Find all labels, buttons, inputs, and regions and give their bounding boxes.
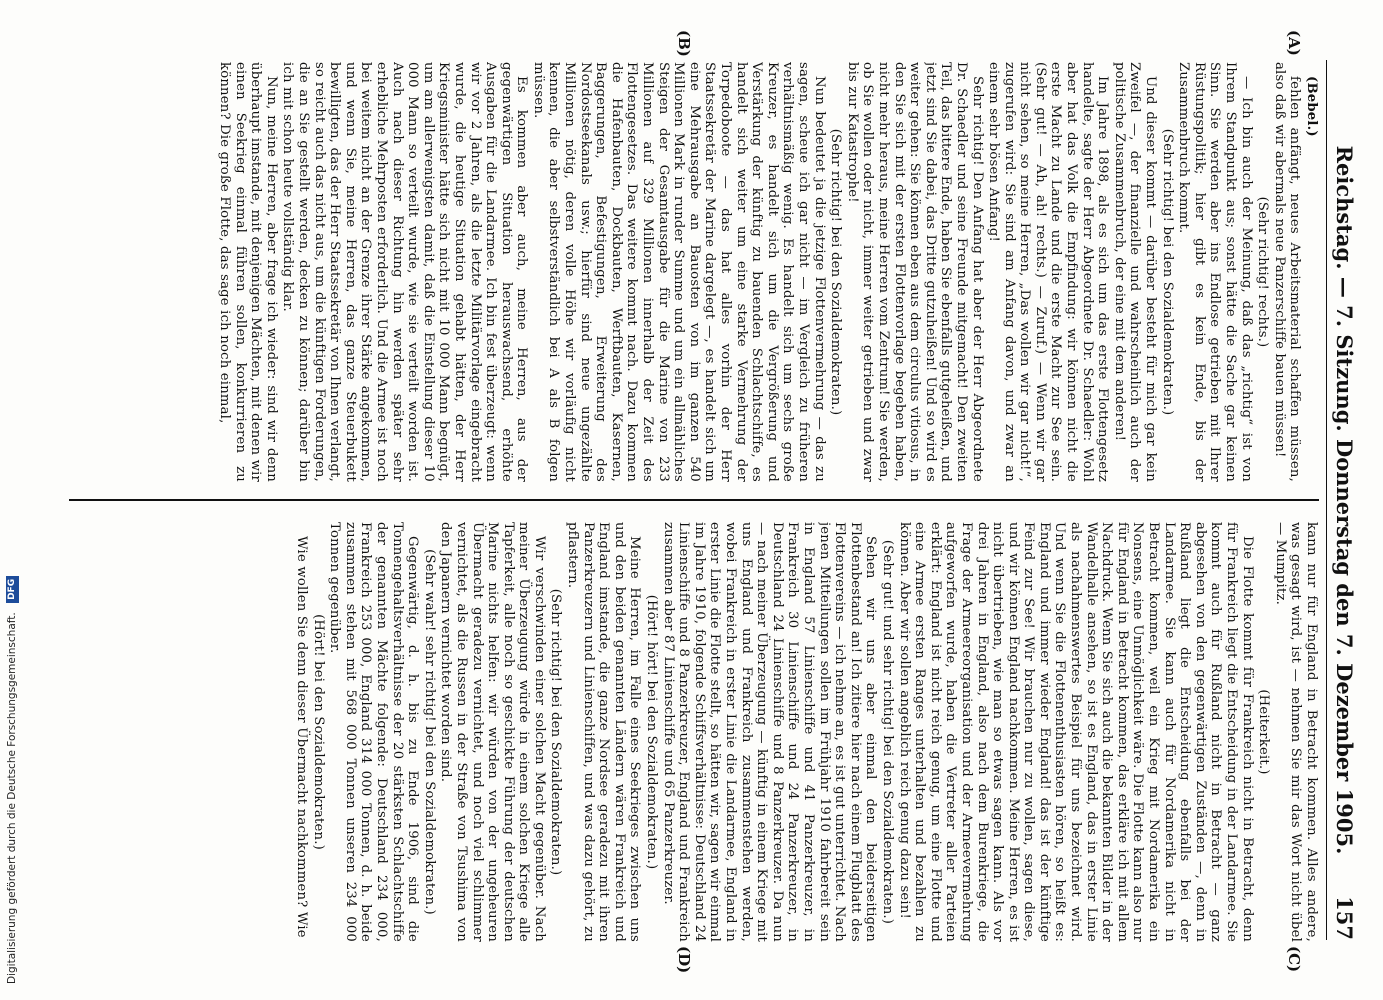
paragraph: Und dieser kommt — darüber besteht für mich gar kein Zweifel —, der finanzielle und wahrscheinlich auch der politische Zusammenbruch, der eine mit dem anderen!	[1111, 62, 1159, 482]
paragraph: Es kommen aber auch, meine Herren, aus der gegenwärtigen Situation herauswachsend, erhöhte Ausgaben für die Landarmee. Ich bin fest überzeugt: wenn wir vor 2 Jahren, als die letzte Militärvorlage eingebracht wurde, die heutige Situation gehabt hätten, der Herr Kriegsminister hätte sich nicht mit 10 000 Mann begnügt, um am allerwenigsten damit, daß die Einstellung dieser 10 000 Mann so verteilt wurde, wie sie verteilt worden ist. Auch nach dieser Richtung hin werden später sehr erhebliche Mehrposten erforderlich. Und die Armee ist noch bei weitem nicht an der Grenze ihrer Stärke angekommen, und wenn Sie, meine Herren, das ganze Steuerbukett bewilligten, das der Herr Staatssekretär von Ihnen verlangt, so reicht auch das nicht aus, um die künftigen Forderungen, die an Sie gestellt werden, decken zu können; darüber bin ich mit schon heute vollständig klar.	[280, 62, 530, 482]
paragraph: fehlen anfängt, neues Arbeitsmaterial schaffen müssen, also daß wir abermals neue Panzerschiffe bauen müssen!	[1271, 62, 1303, 482]
interjection: (Heiterkeit.)	[1256, 689, 1272, 775]
column-divider	[69, 499, 1319, 501]
dfg-logo: DFG	[6, 576, 19, 603]
interjection: (Hört! hört! bei den Sozialdemokraten.)	[644, 594, 660, 870]
digitization-credit	[0, 0, 24, 1000]
paragraph: Nun, meine Herren, aber frage ich wieder: sind wir denn überhaupt imstande, mit denjenigen Mächten, mit denen wir einen Seekrieg einmal führen sollen, konkurrieren zu können? Die große Flotte, das sage ich noch einmal,	[217, 62, 279, 482]
left-column	[59, 62, 1319, 482]
paragraph: Gegenwärtig, d. h. bis zu Ende 1906, sind die Tonnengehaltsverhältnisse der 20 stärksten Schlachtschiffe der genannten Mächte folgende: Deutschland 234 000, Frankreich 253 000, England 314 000 Tonnen, d. h. beide zusammen stehen mit 568 000 Tonnen unseren 234 000 Tonnen gegenüber.	[327, 522, 421, 942]
margin-marker-a: (A)	[1285, 30, 1303, 56]
interjection: (Sehr richtig! bei den Sozialdemokraten.)	[828, 128, 844, 416]
interjection: (Hört! bei den Sozialdemokraten.)	[310, 614, 326, 850]
right-column	[59, 522, 1319, 942]
interjection: (Sehr richtig! rechts.)	[1255, 196, 1271, 348]
paragraph: Wie wollen Sie denn dieser Übermacht nachkommen? Wie	[294, 536, 309, 938]
page-header	[1326, 60, 1361, 940]
margin-marker-d: (D)	[675, 946, 693, 974]
speaker-name: (Bebel.)	[1304, 76, 1319, 137]
paragraph: Im Jahre 1898, als es sich um das erste Flottengesetz handelte, sagte der Herr Abgeordnete Dr. Schaedler: Wohl aber hat das Volk die Empfindung: wir können nicht die erste Macht zu Lande und die erste Macht zur See sein. (Sehr gut! — Ah, ah! rechts.) — Zuruf.) — Wenn wir gar nicht sehen, so meine Herren, „Das wollen wir gar nicht!“, zugerufen wird: Sie sind am Anfang davon, und zwar an einem sehr bösen Anfang!	[986, 62, 1111, 482]
paragraph: Meine Herren, im Falle eines Seekrieges zwischen uns und den beiden genannten Ländern wären Frankreich und England imstande, die ganze Nordsee geradezu mit ihren Panzerkreuzern und Linienschiffen, und was dazu gehört, zu pflastern.	[565, 522, 643, 942]
running-title: Reichstag. — 7. Sitzung. Donnerstag den 7. Dezember 1905.	[1332, 145, 1357, 855]
page-number: 157	[1332, 896, 1357, 940]
interjection: (Sehr richtig! bei den Sozialdemokraten.)	[1159, 128, 1175, 416]
paragraph: Wir verschwinden einer solchen Macht gegenüber. Nach meiner Überzeugung würde in einem solchen Kriege alle Tapferkeit, alle noch so geschickte Führung der deutschen Marine nichts helfen: wir würden von der ungeheuren Übermacht geradezu vernichtet, und noch viel schlimmer vernichtet, als die Russen in der Straße von Tsushima von den Japanern vernichtet worden sind.	[438, 522, 547, 942]
paragraph: kann nur für England in Betracht kommen. Alles andere, was gesagt wird, ist — nehmen Sie mir das Wort nicht übel — Mumpitz.	[1272, 522, 1319, 942]
credit-text: Digitalisierung gefördert durch die Deutsche Forschungsgemeinschaft.	[6, 612, 18, 984]
paragraph: — Ich bin auch der Meinung, daß das „richtig“ ist von Ihrem Standpunkt aus; sonst hätte die Sache gar keinen Sinn. Sie werden aber ins Endlose getrieben mit Ihrer Rüstungspolitik; hier gibt es kein Ende, bis der Zusammenbruch kommt.	[1176, 62, 1254, 482]
margin-marker-c: (C)	[1285, 946, 1303, 973]
paragraph: Die Flotte kommt für Frankreich nicht in Betracht, denn für Frankreich liegt die Entscheidung in der Landarmee. Sie kommt auch für Rußland nicht in Betracht — ganz abgesehen von den gegenwärtigen Zuständen —, denn in Rußland liegt die Entscheidung ebenfalls bei der Landarmee. Sie kann auch für Nordamerika nicht in Betracht kommen, weil ein Krieg mit Nordamerika ein Nonsens, eine Unmöglichkeit wäre. Die Flotte kann also nur für England in Betracht kommen, das erkläre ich mit allem Nachdruck. Wenn Sie sich auch die bekannten Bilder in der Wandelhalle ansehen, so ist es England, das in erster Linie als nachahmenswertes Beispiel für uns bezeichnet wird. Und wenn Sie die Flottenenthusiasten hören, so heißt es: England und immer wieder England! das ist der künftige Feind zur See! Wir brauchen nur zu wollen, sagen diese, und wir können England nachkommen. Meine Herren, es ist nicht übertrieben, wie man so etwas sagen kann. Als vor drei Jahren in England, also nach dem Burenkriege, die Frage der Armeereorganisation und der Armeevermehrung aufgeworfen wurde, haben die Vertreter aller Parteien erklärt: England ist nicht reich genug, um eine Flotte und eine Armee ersten Ranges unterhalten und bezahlen zu können. Aber wir sollen angeblich reich genug dazu sein!	[896, 522, 1255, 942]
paragraph: Sehr richtig! Den Anfang hat aber der Herr Abgeordnete Dr. Schaedler und seine Freunde mitgemacht! Den zweiten Teil, das bittere Ende, haben Sie ebenfalls gutgeheißen, und jetzt sind Sie dabei, das Dritte gutzuheißen! Und so wird es weiter gehen: Sie können eben aus dem circulus vitiosus, in den Sie sich mit der ersten Flottenvorlage begeben haben, nicht mehr heraus, meine Herren vom Zentrum! Sie werden, ob Sie wollen oder nicht, immer weiter getrieben und zwar bis zur Katastrophe!	[844, 62, 985, 482]
paragraph: Nun bedeutet ja die jetzige Flottenvermehrung — das zu sagen, scheue ich gar nicht — im Vergleich zu früheren verhältnismäßig wenig. Es handelt sich um sechs große Kreuzer, es handelt sich um die Vergrößerung und Verstärkung der künftig zu bauenden Schlachtschiffe, es handelt sich weiter um eine starke Vermehrung der Torpedoboote — das hat alles vorhin der Herr Staatssekretär der Marine dargelegt —, es handelt sich um eine Mehrausgabe an Bauosten von im ganzen 540 Millionen Mark in runder Summe und um ein allmähliches Steigen der Gesamtausgabe für die Marine von 233 Millionen auf 329 Millionen innerhalb der Zeit des Flottengesetzes. Das weitere kommt nach. Dazu kommen die Hafenbauten, Dockbauten, Werftbauten, Kasernen, Baggerungen, Befestigungen, Erweiterung des Nordostseekanals usw.; hierfür sind neue ungezählte Millionen nötig, deren volle Höhe wir vorläufig nicht kennen, die aber selbstverständlich bei A als B folgen müssen.	[530, 62, 827, 482]
interjection: (Sehr wahr! sehr richtig! bei den Sozialdemokraten.)	[421, 549, 437, 915]
paragraph: Sehen wir uns aber einmal den beiderseitigen Flottenbestand an! Ich zitiere hier nach einem Flugblatt des Flottenvereins — ich nehme an, es ist gut unterrichtet. Nach jenen Mitteilungen sollen im Frühjahr 1910 fahrbereit sein in England 57 Linienschiffe und 41 Panzerkreuzer, in Frankreich 30 Linienschiffe und 24 Panzerkreuzer, in Deutschland 24 Linienschiffe und 8 Panzerkreuzer. Da nun — nach meiner Überzeugung — künftig in einem Kriege mit uns England und Frankreich zusammenstehen werden, wobei Frankreich in erster Linie die Landarmee, England in erster Linie die Flotte stellt, so hätten wir, sagen wir einmal im Jahre 1910, folgende Schiffsverhältnisse: Deutschland 24 Linienschiffe und 8 Panzerkreuzer, England und Frankreich zusammen aber 87 Linienschiffe und 65 Panzerkreuzer.	[660, 522, 879, 942]
interjection: (Sehr richtig! bei den Sozialdemokraten.)	[548, 588, 564, 876]
margin-marker-b: (B)	[675, 30, 693, 57]
interjection: (Sehr gut! und sehr richtig! bei den Sozialdemokraten.)	[879, 539, 895, 925]
